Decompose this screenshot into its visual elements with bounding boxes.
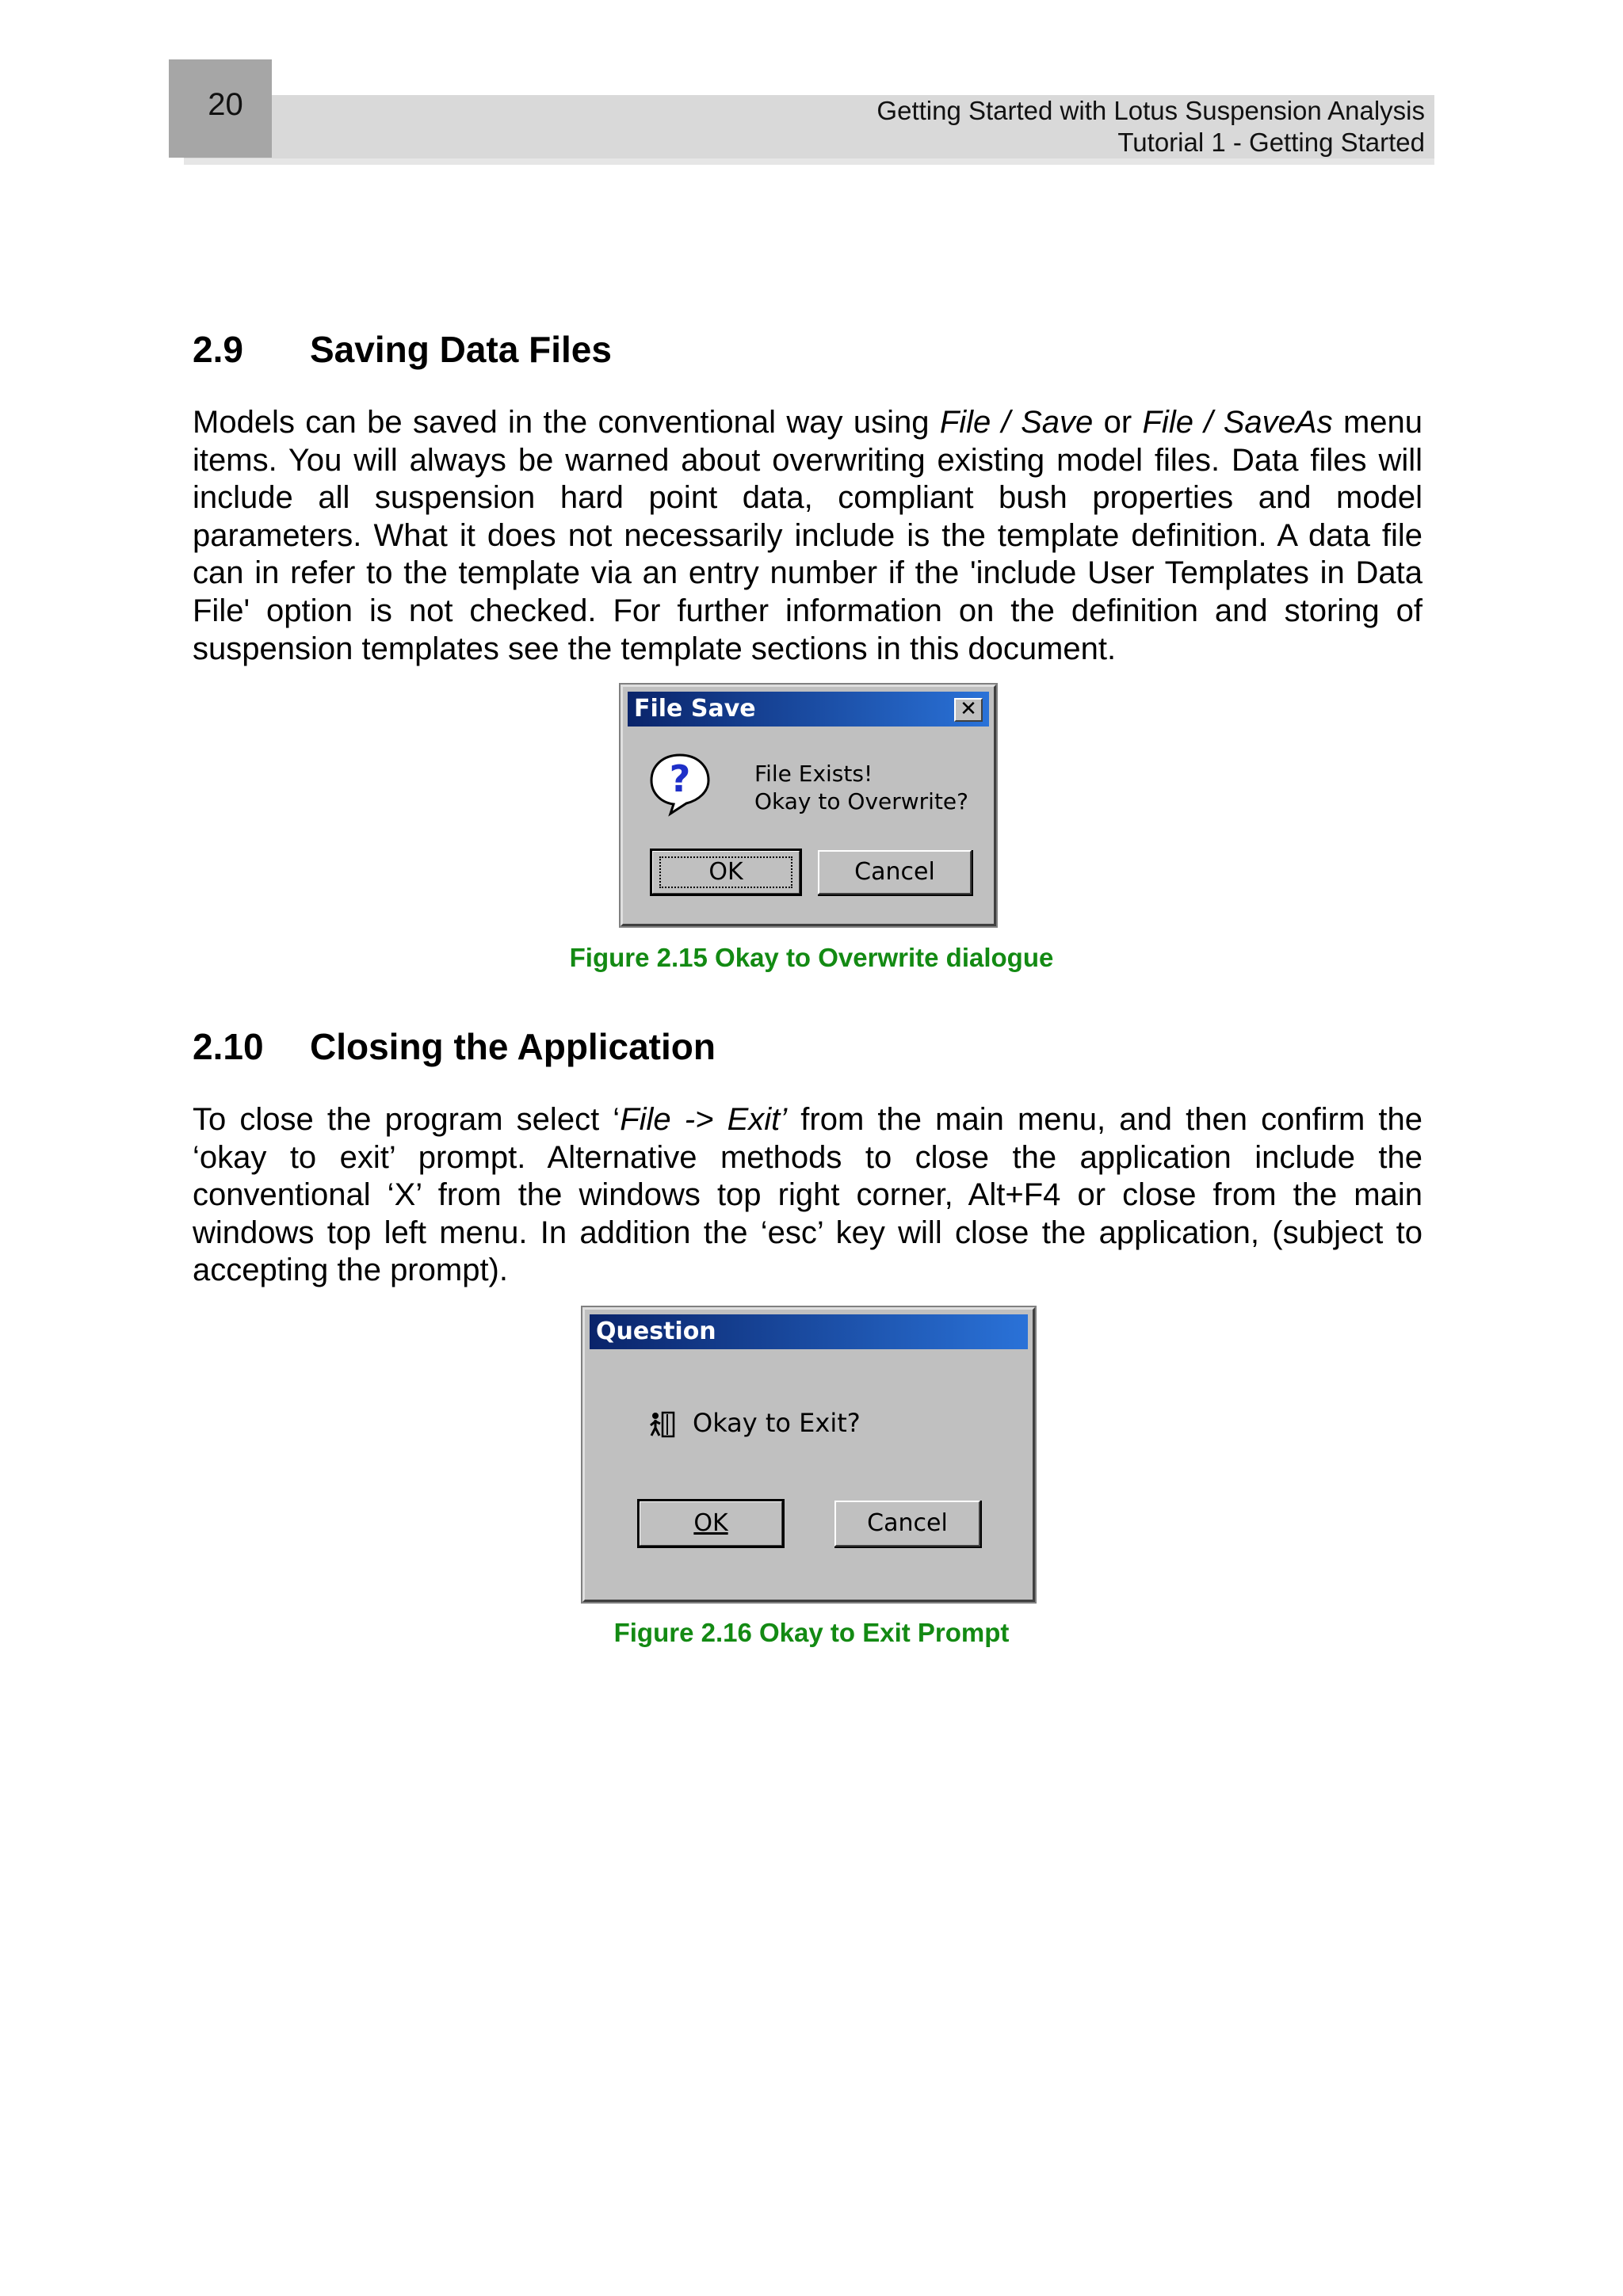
section-title: Closing the Application (310, 1026, 716, 1067)
header-shadow (184, 158, 1434, 165)
close-button[interactable] (954, 698, 983, 722)
message-line-1: File Exists! (754, 761, 873, 787)
ok-label: OK (708, 858, 743, 886)
text-run: menu items. You will always be warned about overwriting existing model files. Data files will include all suspension hard point data, compliant bush properties and model parameters. What it does not necessarily include is the template definition. A data file can in refer to the template via an entry number if the 'include User Templates in Data File' option is not checked. For further information on the definition and storing of suspension templates see the template sections in this document. (193, 405, 1423, 666)
text-run: To close the program select ‘ (193, 1102, 621, 1137)
section-heading-closing (193, 1025, 716, 1068)
dialog-titlebar (590, 1314, 1028, 1349)
section-heading-saving (193, 328, 612, 371)
header-line-2: Tutorial 1 - Getting Started (1117, 128, 1425, 157)
saving-paragraph (193, 404, 1423, 668)
menu-reference: File / SaveAs (1142, 405, 1333, 440)
section-number: 2.9 (193, 329, 243, 370)
section-title: Saving Data Files (310, 329, 612, 370)
file-save-dialog (621, 685, 996, 926)
question-bubble-icon (647, 750, 713, 817)
figure-caption-2-16: Figure 2.16 Okay to Exit Prompt (613, 1618, 1010, 1647)
cancel-button[interactable] (834, 1501, 980, 1547)
menu-reference: File / Save (939, 405, 1094, 440)
svg-text:?: ? (669, 757, 691, 800)
ok-button[interactable] (651, 850, 800, 894)
exit-door-icon (648, 1410, 677, 1439)
text-run: or (1093, 405, 1143, 440)
question-dialog (582, 1307, 1035, 1602)
cancel-label: Cancel (867, 1509, 948, 1537)
dialog-title: Question (596, 1318, 716, 1345)
dialog-message: Okay to Exit? (693, 1408, 861, 1438)
cancel-button[interactable] (818, 850, 972, 894)
dialog-message (754, 760, 968, 815)
menu-reference: File -> Exit’ (620, 1102, 788, 1137)
section-number: 2.10 (193, 1026, 264, 1067)
cancel-label: Cancel (854, 858, 935, 886)
close-icon: ✕ (960, 697, 977, 721)
dialog-title: File Save (634, 695, 756, 723)
ok-button[interactable] (639, 1501, 783, 1547)
message-line-2: Okay to Overwrite? (754, 788, 969, 814)
page-number: 20 (208, 87, 243, 122)
text-run: Models can be saved in the conventional way using (193, 405, 940, 440)
ok-label: OK (693, 1509, 728, 1537)
closing-paragraph (193, 1101, 1423, 1290)
header-line-1: Getting Started with Lotus Suspension Analysis (876, 96, 1425, 125)
dialog-titlebar (628, 692, 989, 727)
running-header (876, 95, 1425, 158)
focus-rectangle (659, 856, 792, 888)
text-run: from the main menu, and then confirm the ‘okay to exit’ prompt. Alternative methods to close the application include the conventional ‘X’ from the windows top right corner, Alt+F4 or close from the main windows top left menu. In addition the ‘esc’ key will close the application, (subject to accepting the prompt). (193, 1102, 1423, 1288)
figure-caption-2-15: Figure 2.15 Okay to Overwrite dialogue (569, 943, 1054, 972)
